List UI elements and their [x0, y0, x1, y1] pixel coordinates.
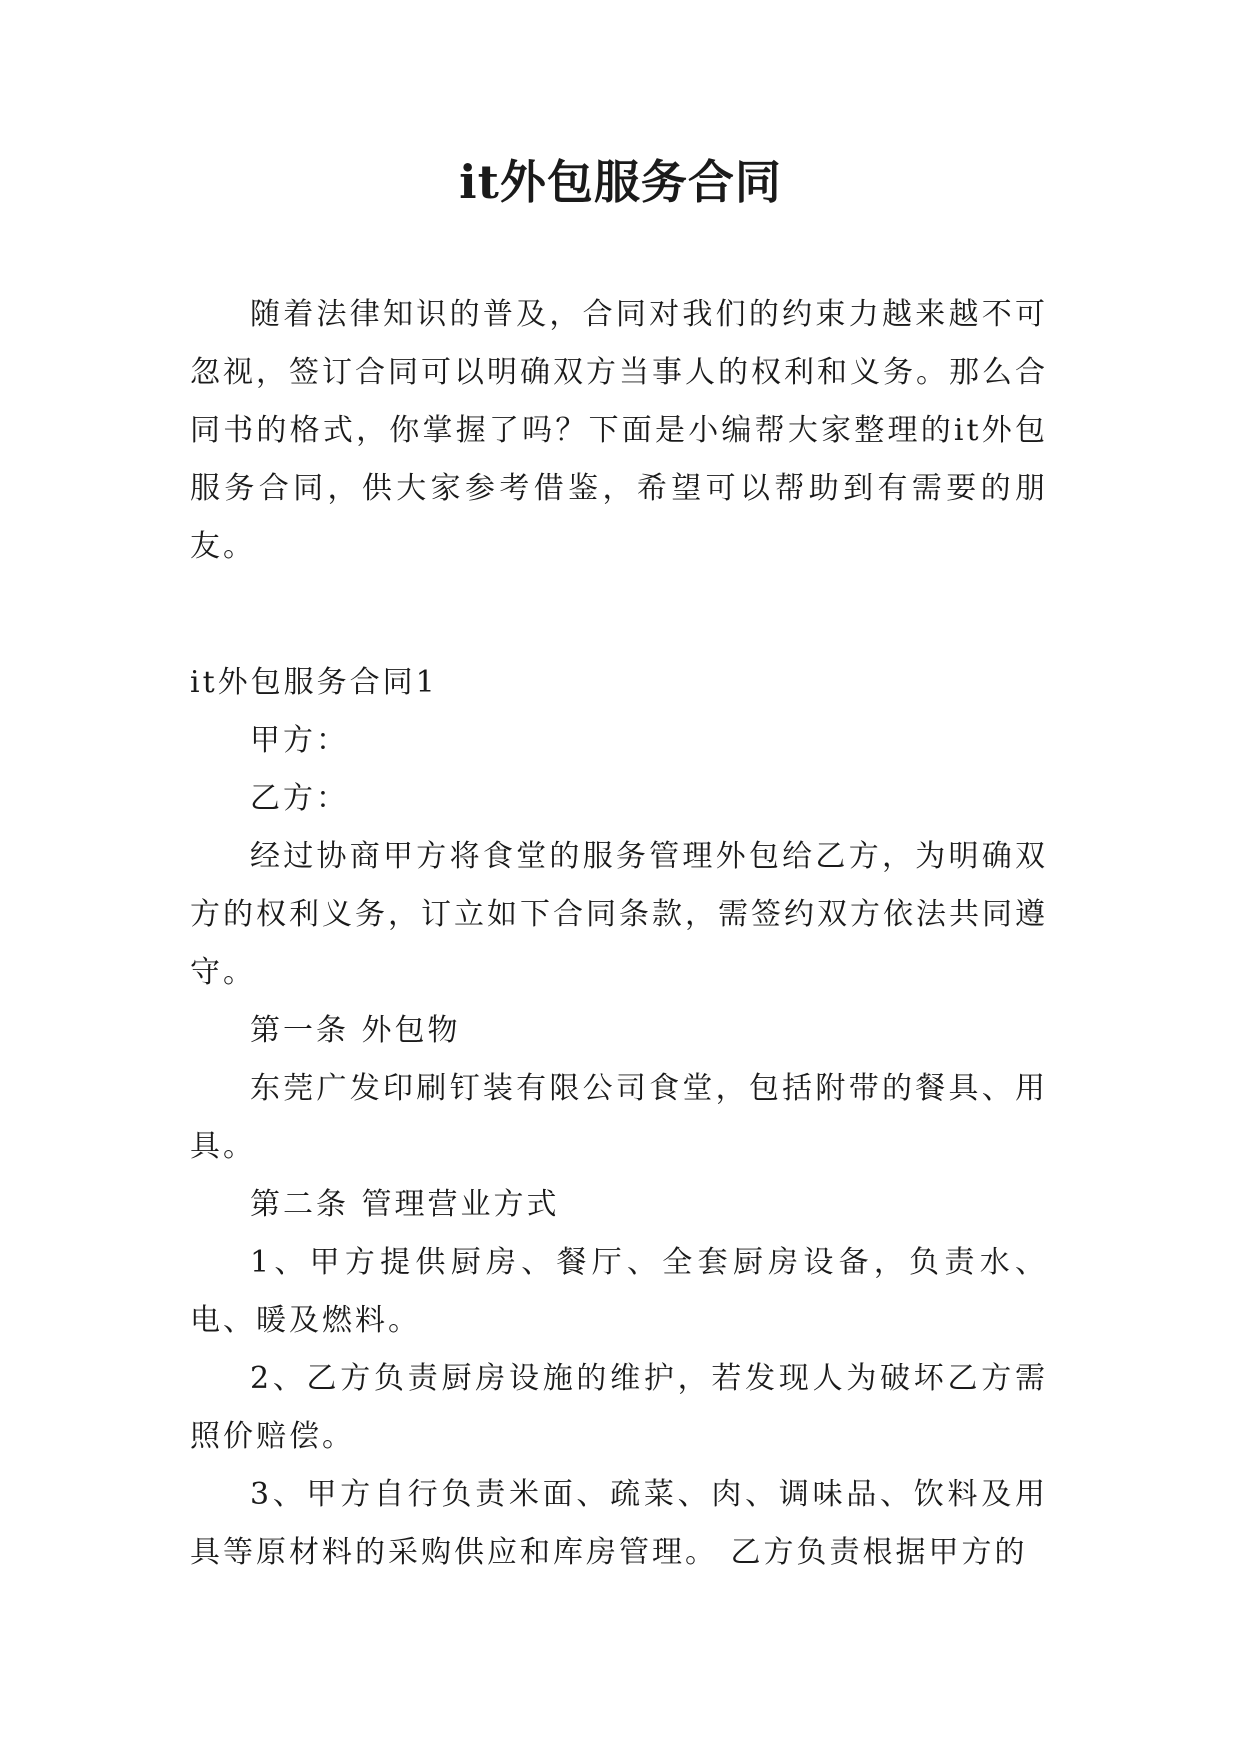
section-gap	[190, 576, 1048, 654]
contract-preamble: 经过协商甲方将食堂的服务管理外包给乙方，为明确双方的权利义务，订立如下合同条款，需签约双方依法共同遵守。	[190, 839, 1048, 990]
section-title: it外包服务合同1	[190, 665, 438, 700]
article-2-item-1: 1、甲方提供厨房、餐厅、全套厨房设备，负责水、电、暖及燃料。	[190, 1245, 1048, 1338]
article-1-heading: 第一条 外包物	[250, 1013, 461, 1048]
article-2-heading: 第二条 管理营业方式	[250, 1187, 560, 1222]
article-2-item-3: 3、甲方自行负责米面、疏菜、肉、调味品、饮料及用具等原材料的采购供应和库房管理。 乙方负责根据甲方的	[190, 1477, 1048, 1570]
article-1-content: 东莞广发印刷钉装有限公司食堂，包括附带的餐具、用具。	[190, 1071, 1048, 1164]
article-2-item-2: 2、乙方负责厨房设施的维护，若发现人为破坏乙方需照价赔偿。	[190, 1361, 1048, 1454]
intro-paragraph: 随着法律知识的普及，合同对我们的约束力越来越不可忽视，签订合同可以明确双方当事人的权利和义务。那么合同书的格式，你掌握了吗？下面是小编帮大家整理的it外包服务合同，供大家参考借鉴，希望可以帮助到有需要的朋友。	[190, 297, 1048, 564]
document-title: it外包服务合同	[459, 155, 782, 209]
document-body	[190, 286, 1048, 1582]
party-a-line: 甲方：	[250, 723, 349, 758]
party-b-line: 乙方：	[250, 781, 349, 816]
